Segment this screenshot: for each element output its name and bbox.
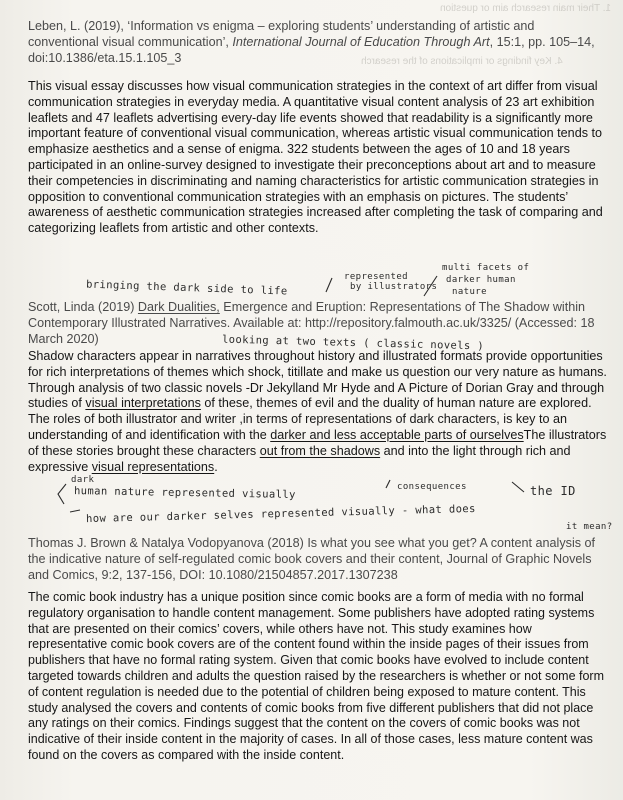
- pen-stroke-3: [58, 484, 66, 504]
- citation-leben-details: , 15:1, pp. 105–14, doi:10.1386/eta.15.1.105_3: [28, 35, 595, 66]
- citation-leben: [28, 18, 608, 67]
- note-darker-selves: how are our darker selves represented visually - what does: [85, 502, 476, 526]
- note-it-mean: it mean?: [566, 522, 613, 532]
- pen-stroke-4: [386, 480, 390, 488]
- citation-scott-title: Dark Dualities,: [137, 300, 220, 314]
- note-represented: represented: [344, 272, 409, 282]
- abstract-scott-part-b: of these, themes of evil and the duality of human nature are explored. The roles of both illustrator and writer ,in terms of representations of dark characters, is key to an understanding of and identification with the: [28, 396, 592, 442]
- note-human-nature-visually: human nature represented visually: [73, 485, 296, 501]
- note-by-illustrators: by illustrators: [350, 282, 438, 292]
- abstract-scott-part-d: and into the light through rich and expressive: [28, 443, 571, 474]
- note-nature: nature: [452, 287, 487, 297]
- abstract-scott-underline-1: visual interpretations: [85, 396, 201, 411]
- show-through-text-1: 1. Their main research aim or question: [439, 3, 611, 14]
- note-the-id: the ID: [530, 484, 576, 498]
- abstract-scott-part-c: The illustrators of these stories brought these characters: [28, 427, 607, 458]
- abstract-scott-part-e: .: [214, 459, 218, 474]
- abstract-leben: This visual essay discusses how visual communication strategies in the context of art differ from visual communication strategies in everyday media. A quantitative visual content analysis of 23 art exhibition leaflets and 47 leaflets advertising every-day life events showed that readability is a significantly more important feature of conventional visual communication, whereas artistic visual communication tends to emphasize aesthetics and a sense of enigma. 322 students between the ages of 10 and 18 years participated in an online-survey designed to investigate their preconceptions about art and to measure their competencies in discriminating and naming characteristics for artistic communication strategies in opposition to conventional communication strategies with an emphasis on pictures. The students’ awareness of aesthetic communication strategies increased after completing the task of comparing and categorizing leaflets from artistic and other contexts.: [28, 79, 603, 236]
- citation-leben-journal: International Journal of Education Through Art: [232, 35, 490, 50]
- abstract-scott-part-a: Shadow characters appear in narratives throughout history and illustrated formats provide opportunities for rich interpretations of themes which shock, titillate and make us question our very nature as humans. Through analysis of two classic novels -Dr Jekylland Mr Hyde and A Picture of Dorian Gray and through studies of: [28, 349, 607, 411]
- citation-scott-author: Scott, Linda (2019): [28, 300, 138, 314]
- pen-stroke-1: [326, 278, 332, 292]
- note-two-texts: looking at two texts ( classic novels ): [221, 333, 485, 353]
- note-consequences: consequences: [397, 482, 467, 492]
- abstract-scott: [28, 349, 608, 475]
- citation-brown: Thomas J. Brown & Natalya Vodopyanova (2018) Is what you see what you get? A content analysis of the indicative nature of self-regulated comic book covers and their content, Journal of Graphic Novels and Comics, 9:2, 137-156, DOI: 10.1080/21504857.2017.1307238: [28, 536, 596, 583]
- show-through-text-2: 4. Key findings or implications of the research: [361, 56, 563, 67]
- note-darker-human: darker human: [446, 275, 516, 285]
- note-bringing-dark-side: bringing the dark side to life: [85, 278, 288, 298]
- abstract-scott-underline-3: out from the shadows: [259, 443, 381, 458]
- pen-stroke-6: [70, 510, 80, 512]
- abstract-scott-underline-2: darker and less acceptable parts of ourselves: [270, 427, 524, 442]
- abstract-scott-underline-4: visual representations: [91, 459, 215, 474]
- note-dark: dark: [71, 475, 95, 485]
- pen-stroke-5: [512, 482, 524, 492]
- abstract-brown: The comic book industry has a unique position since comic books are a form of media with no formal regulatory organisation to handle content management. Some publishers have adopted rating systems that are presented on their comics’ covers, while others have not. This study examines how representative comic book covers are of the content found within the inside pages of their issues from publishers that have no formal rating system. Given that comic books have evolved to include content targeted towards children and adults the question raised by the researchers is whether or not some form of content regulation is needed due to the potential of children being exposed to mature content. This study analysed the covers and contents of comic books from five different publishers that did not place any ratings on their comics. Findings suggest that the content on the covers of comic books was not indicative of their inside content in the majority of cases. In all of those cases, less mature content was found on the covers as compared with the inside content.: [28, 590, 605, 762]
- citation-leben-text: Leben, L. (2019), ‘Information vs enigma – exploring students’ understanding of artistic and conventional visual communication’,: [28, 19, 535, 50]
- citation-scott-details: Emergence and Eruption: Representations of The Shadow within Contemporary Illustrated Narratives. Available at: http://repository.falmouth.ac.uk/3325/ (Accessed: 18 March 2020): [28, 300, 595, 347]
- note-multi-facets: multi facets of: [442, 263, 530, 273]
